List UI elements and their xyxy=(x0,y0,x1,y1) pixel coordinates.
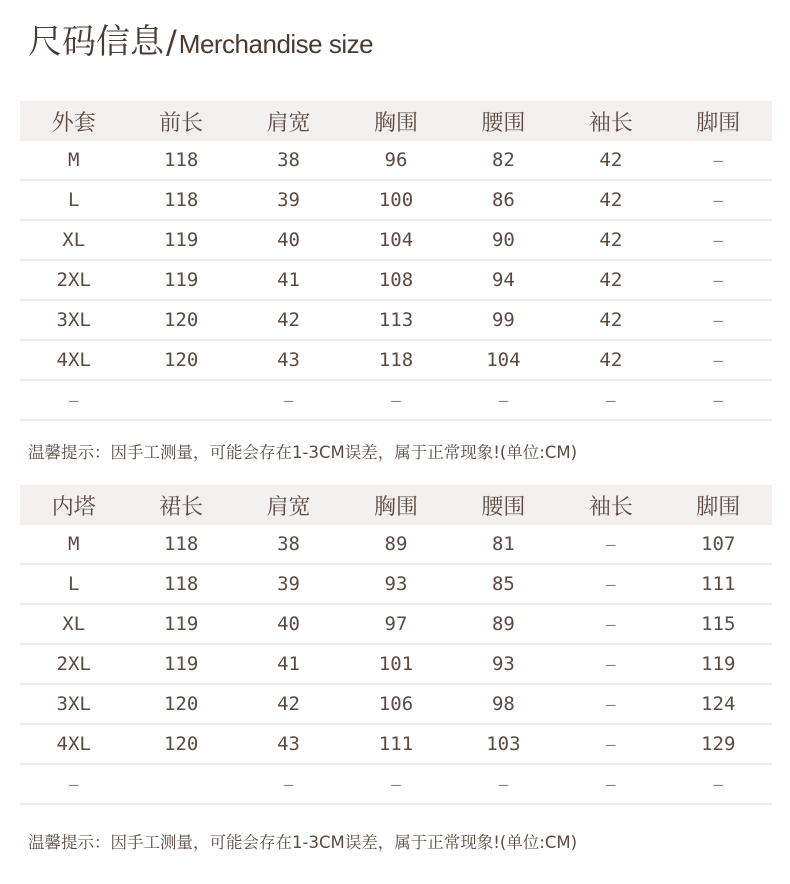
table-row xyxy=(20,141,772,180)
title-separator: / xyxy=(166,23,177,61)
measurement-note: 温馨提示：因手工测量，可能会存在1-3CM误差，属于正常现象!(单位:CM) xyxy=(28,443,578,462)
column-header: 袖长 xyxy=(557,485,664,525)
size-label: 4XL xyxy=(20,340,127,380)
measurement-cell: 98 xyxy=(450,684,557,724)
measurement-cell xyxy=(127,380,234,420)
measurement-cell: – xyxy=(606,534,616,554)
measurement-cell: – xyxy=(235,380,342,420)
measurement-cell: 118 xyxy=(163,533,199,555)
measurement-cell: 43 xyxy=(235,340,342,380)
measurement-cell: – xyxy=(557,724,664,764)
column-header: 腰围 xyxy=(450,101,557,141)
measurement-cell: 97 xyxy=(342,604,449,644)
measurement-cell xyxy=(127,764,234,804)
column-header: 脚围 xyxy=(665,485,772,525)
table-row xyxy=(20,300,772,340)
measurement-cell: – xyxy=(235,764,342,804)
measurement-cell: 42 xyxy=(599,149,623,171)
size-label: 2XL xyxy=(20,260,127,300)
measurement-cell: 81 xyxy=(491,533,515,555)
measurement-cell: – xyxy=(557,684,664,724)
measurement-cell: – xyxy=(665,764,772,804)
measurement-cell: 119 xyxy=(127,604,234,644)
size-label: 4XL xyxy=(20,724,127,764)
measurement-cell: 43 xyxy=(235,724,342,764)
measurement-cell: 111 xyxy=(665,564,772,604)
table-header-row xyxy=(20,101,772,141)
column-header: 肩宽 xyxy=(235,101,342,141)
measurement-cell: 42 xyxy=(557,180,664,220)
measurement-cell: 42 xyxy=(557,260,664,300)
size-label: – xyxy=(20,764,127,804)
measurement-cell: 42 xyxy=(557,340,664,380)
measurement-cell: 119 xyxy=(665,644,772,684)
table-body xyxy=(20,141,772,420)
table-row xyxy=(20,340,772,380)
measurement-cell: 40 xyxy=(235,604,342,644)
table-body xyxy=(20,525,772,804)
measurement-cell: 93 xyxy=(342,564,449,604)
measurement-cell: 100 xyxy=(342,180,449,220)
measurement-cell: 124 xyxy=(665,684,772,724)
measurement-cell: – xyxy=(342,764,449,804)
column-header: 袖长 xyxy=(557,101,664,141)
table-row xyxy=(20,644,772,684)
measurement-cell: 42 xyxy=(235,300,342,340)
measurement-cell: – xyxy=(665,300,772,340)
measurement-note: 温馨提示：因手工测量，可能会存在1-3CM误差，属于正常现象!(单位:CM) xyxy=(28,833,578,852)
measurement-cell: 120 xyxy=(127,300,234,340)
size-label: M xyxy=(67,149,80,171)
measurement-cell: – xyxy=(665,220,772,260)
measurement-cell: 119 xyxy=(127,260,234,300)
title-english: Merchandise size xyxy=(178,29,374,59)
size-label: L xyxy=(20,564,127,604)
measurement-cell: 94 xyxy=(450,260,557,300)
measurement-cell: 93 xyxy=(450,644,557,684)
size-label: – xyxy=(20,380,127,420)
measurement-cell: 85 xyxy=(450,564,557,604)
measurement-cell: – xyxy=(557,764,664,804)
measurement-cell: – xyxy=(557,604,664,644)
measurement-cell: 39 xyxy=(235,180,342,220)
measurement-cell: 82 xyxy=(491,149,515,171)
measurement-cell: 41 xyxy=(235,644,342,684)
size-table-inner-dress xyxy=(20,485,772,805)
size-table-jacket xyxy=(20,101,772,421)
measurement-cell: 101 xyxy=(342,644,449,684)
measurement-cell: 111 xyxy=(342,724,449,764)
measurement-cell: 119 xyxy=(127,220,234,260)
measurement-cell: 38 xyxy=(277,533,300,555)
measurement-cell: 42 xyxy=(557,300,664,340)
size-label: 2XL xyxy=(20,644,127,684)
measurement-cell: 103 xyxy=(450,724,557,764)
size-label: 3XL xyxy=(20,684,127,724)
table-row xyxy=(20,260,772,300)
page-title xyxy=(28,14,373,62)
measurement-cell: – xyxy=(450,764,557,804)
measurement-cell: 113 xyxy=(342,300,449,340)
measurement-cell: – xyxy=(557,564,664,604)
measurement-cell: – xyxy=(557,644,664,684)
size-label: 3XL xyxy=(20,300,127,340)
measurement-cell: 129 xyxy=(665,724,772,764)
measurement-cell: 120 xyxy=(127,684,234,724)
table-header-row xyxy=(20,485,772,525)
size-label: XL xyxy=(20,604,127,644)
table-row xyxy=(20,724,772,764)
measurement-cell: 118 xyxy=(342,340,449,380)
size-label: L xyxy=(20,180,127,220)
table-row xyxy=(20,684,772,724)
measurement-cell: 106 xyxy=(342,684,449,724)
size-label: XL xyxy=(20,220,127,260)
column-header: 胸围 xyxy=(342,485,449,525)
table-row xyxy=(20,525,772,564)
measurement-cell: 118 xyxy=(127,180,234,220)
table-row xyxy=(20,604,772,644)
size-label: M xyxy=(67,533,80,555)
measurement-cell: – xyxy=(450,380,557,420)
table-row xyxy=(20,380,772,420)
measurement-cell: 39 xyxy=(235,564,342,604)
measurement-cell: 96 xyxy=(384,149,408,171)
column-header: 肩宽 xyxy=(235,485,342,525)
title-chinese: 尺码信息 xyxy=(28,22,164,62)
measurement-cell: – xyxy=(665,260,772,300)
measurement-cell: 41 xyxy=(235,260,342,300)
measurement-cell: 42 xyxy=(235,684,342,724)
measurement-cell: 89 xyxy=(384,533,408,555)
measurement-cell: 120 xyxy=(127,724,234,764)
header-garment-type: 内塔 xyxy=(20,485,127,525)
measurement-cell: 107 xyxy=(701,533,736,555)
measurement-cell: 89 xyxy=(450,604,557,644)
table-row xyxy=(20,180,772,220)
measurement-cell: 104 xyxy=(342,220,449,260)
measurement-cell: 120 xyxy=(127,340,234,380)
measurement-cell: 40 xyxy=(235,220,342,260)
column-header: 裙长 xyxy=(127,485,234,525)
column-header: 胸围 xyxy=(342,101,449,141)
column-header: 腰围 xyxy=(450,485,557,525)
measurement-cell: 108 xyxy=(342,260,449,300)
measurement-cell: – xyxy=(665,380,772,420)
column-header: 脚围 xyxy=(665,101,772,141)
measurement-cell: – xyxy=(713,150,724,170)
measurement-cell: 99 xyxy=(450,300,557,340)
column-header: 前长 xyxy=(127,101,234,141)
measurement-cell: – xyxy=(557,380,664,420)
table-row xyxy=(20,764,772,804)
measurement-cell: – xyxy=(665,180,772,220)
measurement-cell: 104 xyxy=(450,340,557,380)
measurement-cell: 42 xyxy=(557,220,664,260)
measurement-cell: 115 xyxy=(665,604,772,644)
measurement-cell: 119 xyxy=(127,644,234,684)
measurement-cell: 118 xyxy=(163,149,199,171)
measurement-cell: – xyxy=(665,340,772,380)
measurement-cell: 86 xyxy=(450,180,557,220)
table-row xyxy=(20,220,772,260)
table-row xyxy=(20,564,772,604)
measurement-cell: – xyxy=(342,380,449,420)
measurement-cell: 90 xyxy=(450,220,557,260)
measurement-cell: 118 xyxy=(127,564,234,604)
measurement-cell: 38 xyxy=(277,149,300,171)
header-garment-type: 外套 xyxy=(20,101,127,141)
